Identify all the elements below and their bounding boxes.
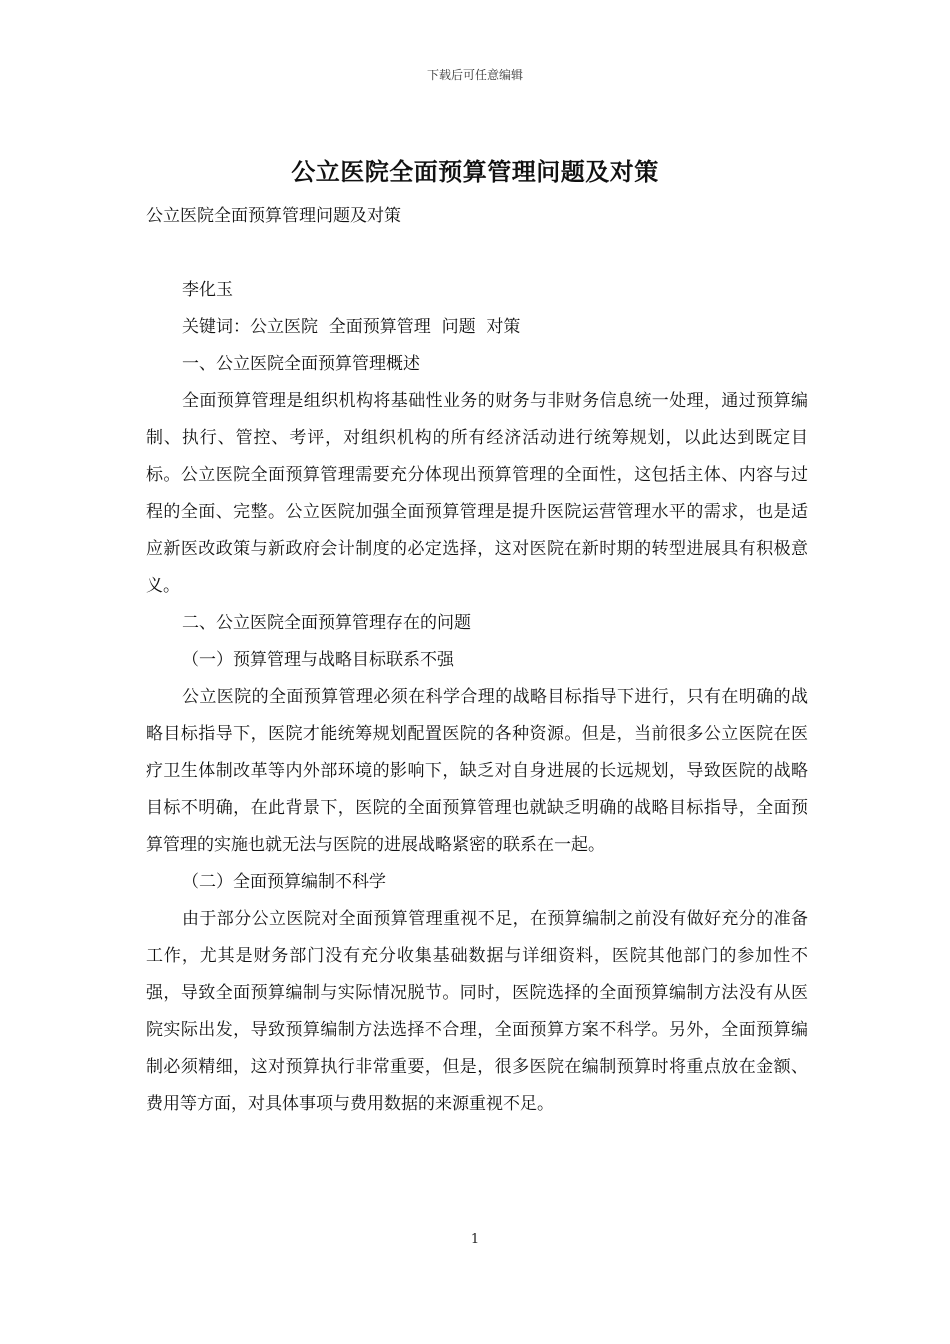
section-heading-2: 二、公立医院全面预算管理存在的问题 (182, 613, 471, 633)
section-heading-1: 一、公立医院全面预算管理概述 (182, 354, 420, 374)
paragraph-overview: 全面预算管理是组织机构将基础性业务的财务与非财务信息统一处理，通过预算编制、执行、管控、考评，对组织机构的所有经济活动进行统筹规划，以此达到既定目标。公立医院全面预算管理需要充分体现出预算管理的全面性，这包括主体、内容与过程的全面、完整。公立医院加强全面预算管理是提升医院运营管理水平的需求，也是适应新医改政策与新政府会计制度的必定选择，这对医院在新时期的转型进展具有积极意义。 (146, 391, 808, 596)
header-note: 下载后可任意编辑 (426, 68, 523, 82)
keywords: 关键词：公立医院 全面预算管理 问题 对策 (182, 317, 521, 337)
author: 李化玉 (182, 280, 233, 300)
document-body (146, 198, 808, 1123)
document-title: 公立医院全面预算管理问题及对策 (291, 157, 659, 186)
page-number: 1 (470, 1232, 480, 1247)
paragraph-budget-compilation: 由于部分公立医院对全面预算管理重视不足，在预算编制之前没有做好充分的准备工作，尤其是财务部门没有充分收集基础数据与详细资料，医院其他部门的参加性不强，导致全面预算编制与实际情况脱节。同时，医院选择的全面预算编制方法没有从医院实际出发，导致预算编制方法选择不合理，全面预算方案不科学。另外，全面预算编制必须精细，这对预算执行非常重要，但是，很多医院在编制预算时将重点放在金额、费用等方面，对具体事项与费用数据的来源重视不足。 (146, 909, 808, 1114)
subsection-heading-2: （二）全面预算编制不科学 (182, 872, 386, 892)
subtitle: 公立医院全面预算管理问题及对策 (146, 206, 401, 226)
paragraph-strategy: 公立医院的全面预算管理必须在科学合理的战略目标指导下进行，只有在明确的战略目标指导下，医院才能统筹规划配置医院的各种资源。但是，当前很多公立医院在医疗卫生体制改革等内外部环境的影响下，缺乏对自身进展的长远规划，导致医院的战略目标不明确，在此背景下，医院的全面预算管理也就缺乏明确的战略目标指导，全面预算管理的实施也就无法与医院的进展战略紧密的联系在一起。 (146, 687, 808, 855)
subsection-heading-1: （一）预算管理与战略目标联系不强 (182, 650, 454, 670)
